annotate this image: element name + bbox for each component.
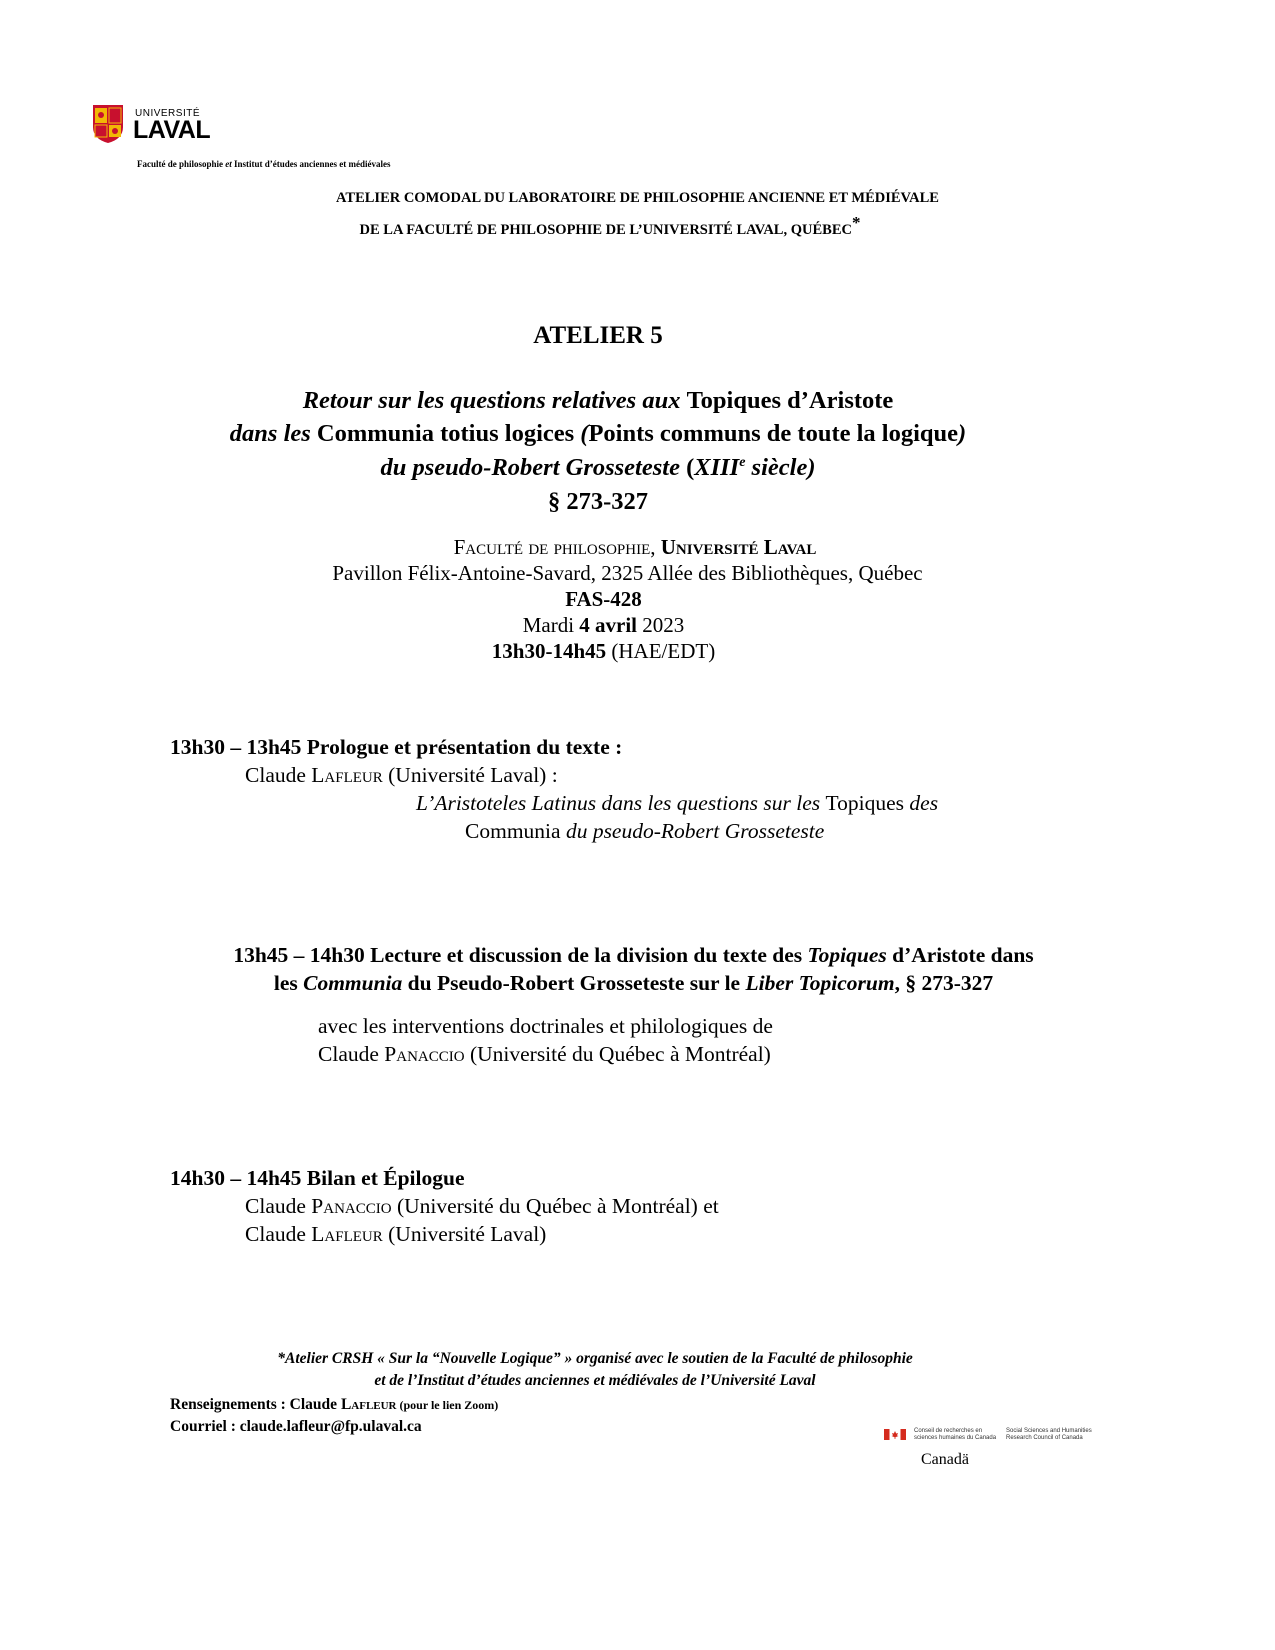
logo-universite-text: UNIVERSITÉ (135, 108, 201, 119)
logo-laval-text: LAVAL (133, 116, 211, 144)
logo-faculty-text: Faculté de philosophie et Institut d’études anciennes et médiévales (137, 159, 391, 169)
subtitle-line-3: du pseudo-Robert Grosseteste (XIIIe siècle) (380, 454, 816, 481)
venue-room: FAS-428 (565, 587, 642, 611)
footnote-line-1: *Atelier CRSH « Sur la “Nouvelle Logique” » organisé avec le soutien de la Faculté de philosophie (277, 1350, 913, 1367)
contact-info: Renseignements : Claude Lafleur (pour le lien Zoom) (170, 1396, 499, 1413)
crsh-logo (884, 1426, 1114, 1476)
crest-icon (93, 105, 123, 143)
contact-email: Courriel : claude.lafleur@fp.ulaval.ca (170, 1418, 422, 1435)
event-time: 13h30-14h45 (HAE/EDT) (491, 639, 716, 663)
program-item-1-talk-line-2: Communia du pseudo-Robert Grosseteste (465, 819, 825, 843)
venue-faculty: Faculté de philosophie, Université Laval (453, 535, 817, 559)
program-item-3-line-1: Claude Panaccio (Université du Québec à Montréal) et (245, 1194, 719, 1218)
program-item-3-heading: 14h30 – 14h45 Bilan et Épilogue (170, 1166, 465, 1190)
header-line-1: ATELIER COMODAL DU LABORATOIRE DE PHILOSOPHIE ANCIENNE ET MÉDIÉVALE (336, 190, 939, 206)
event-date: Mardi 4 avril 2023 (522, 613, 685, 637)
venue-address: Pavillon Félix-Antoine-Savard, 2325 Allée des Bibliothèques, Québec (332, 561, 923, 585)
canada-wordmark: Canadä (921, 1451, 969, 1468)
subtitle-line-2: dans les Communia totius logices (Points communs de toute la logique) (229, 420, 967, 447)
program-item-2-heading-line-1: 13h45 – 14h30 Lecture et discussion de la division du texte des Topiques d’Aristote dans (233, 943, 1034, 967)
subtitle-section-range: § 273-327 (547, 488, 649, 515)
program-item-1-heading: 13h30 – 13h45 Prologue et présentation du texte : (170, 735, 623, 759)
header-line-2: DE LA FACULTÉ DE PHILOSOPHIE DE L’UNIVERSITÉ LAVAL, QUÉBEC* (359, 213, 861, 238)
subtitle-line-1: Retour sur les questions relatives aux Topiques d’Aristote (302, 387, 894, 414)
crsh-english-name: Social Sciences and Humanities Research Council of Canada (1006, 1428, 1092, 1441)
program-item-2-line-2: Claude Panaccio (Université du Québec à Montréal) (318, 1042, 771, 1066)
page-title: ATELIER 5 (533, 322, 663, 349)
program-item-1-speaker: Claude Lafleur (Université Laval) : (245, 763, 558, 787)
program-item-1-talk-line-1: L’Aristoteles Latinus dans les questions sur les Topiques des (416, 791, 939, 815)
canada-flag-icon (884, 1429, 906, 1440)
program-item-2-heading-line-2: les Communia du Pseudo-Robert Grosseteste sur le Liber Topicorum, § 273-327 (273, 971, 994, 995)
footnote-line-2: et de l’Institut d’études anciennes et médiévales de l’Université Laval (374, 1372, 816, 1389)
program-item-3-line-2: Claude Lafleur (Université Laval) (245, 1222, 547, 1246)
program-item-2-line-1: avec les interventions doctrinales et philologiques de (318, 1014, 773, 1038)
crsh-french-name: Conseil de recherches en sciences humaines du Canada (914, 1428, 997, 1441)
